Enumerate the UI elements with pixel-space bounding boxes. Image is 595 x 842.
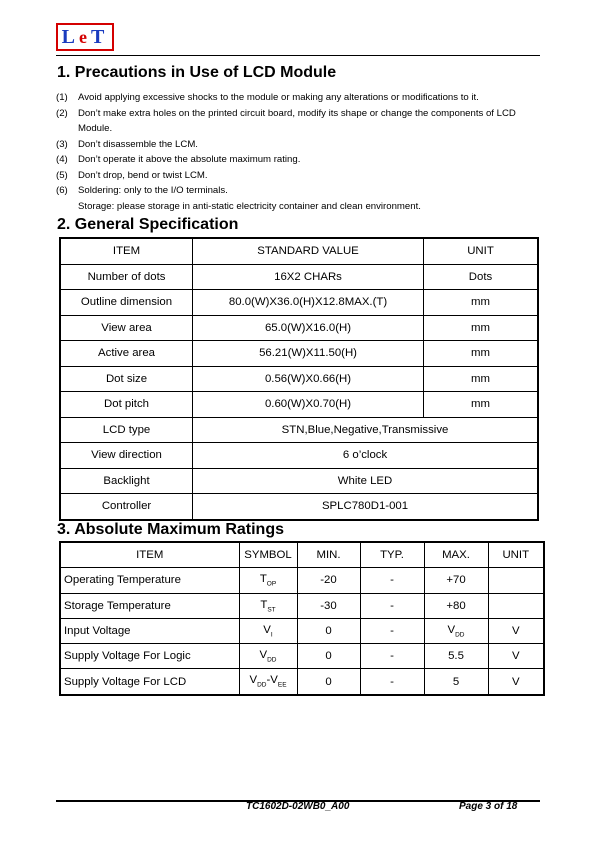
rating-item: Supply Voltage For Logic: [60, 644, 239, 669]
header-item: ITEM: [60, 542, 239, 568]
spec-item: Dot size: [60, 366, 193, 392]
rating-item: Storage Temperature: [60, 593, 239, 618]
rating-symbol: [239, 593, 297, 618]
precaution-item: [56, 199, 546, 215]
symbol-main: V: [259, 649, 268, 662]
table-row: [60, 669, 544, 695]
table-row: [60, 593, 544, 618]
spec-item: LCD type: [60, 417, 193, 443]
table-row: [60, 443, 538, 469]
section-heading-precautions: 1. Precautions in Use of LCD Module: [57, 64, 337, 81]
item-number: [56, 199, 78, 215]
max-subscript: DD: [455, 631, 465, 639]
table-row: [60, 568, 544, 593]
table-row: [60, 468, 538, 494]
table-header-row: [60, 542, 544, 568]
spec-value: 65.0(W)X16.0(H): [193, 315, 424, 341]
spec-item: View direction: [60, 443, 193, 469]
item-text: Soldering: only to the I/O terminals.: [78, 185, 228, 196]
rating-min: -30: [297, 593, 360, 618]
spec-unit: mm: [424, 366, 539, 392]
logo-letter-e: e: [79, 26, 91, 47]
rating-max: +70: [424, 568, 488, 593]
general-spec-table: [59, 237, 539, 521]
header-standard-value: STANDARD VALUE: [193, 238, 424, 264]
symbol-main: T: [260, 598, 268, 611]
logo-letter-l: L: [61, 25, 79, 48]
precaution-item: [56, 106, 546, 137]
rating-symbol: [239, 669, 297, 695]
rating-unit: V: [488, 669, 544, 695]
spec-item: View area: [60, 315, 193, 341]
table-row: [60, 644, 544, 669]
item-text: Don’t drop, bend or twist LCM.: [78, 169, 208, 181]
spec-item: Dot pitch: [60, 392, 193, 418]
spec-value: STN,Blue,Negative,Transmissive: [193, 417, 538, 443]
rating-max: [424, 618, 488, 643]
section-heading-max-ratings: 3. Absolute Maximum Ratings: [57, 521, 284, 538]
table-row: [60, 618, 544, 643]
header-max: MAX.: [424, 542, 488, 568]
spec-value: 56.21(W)X11.50(H): [193, 341, 424, 367]
symbol-subscript: DD: [257, 681, 267, 689]
rating-min: 0: [297, 669, 360, 695]
table-row: [60, 264, 538, 290]
item-number: (2): [56, 107, 68, 119]
symbol-main: V: [263, 623, 271, 636]
symbol-subscript: ST: [267, 605, 276, 613]
rating-unit: [488, 593, 544, 618]
spec-unit: mm: [424, 315, 539, 341]
precaution-item: [56, 168, 546, 184]
header-unit: UNIT: [488, 542, 544, 568]
rating-item: Operating Temperature: [60, 568, 239, 593]
spec-value: White LED: [193, 468, 538, 494]
item-number: (6): [56, 185, 68, 196]
spec-value: 6 o’clock: [193, 443, 538, 469]
max-ratings-table: [59, 541, 545, 696]
spec-unit: Dots: [424, 264, 539, 290]
item-number: (3): [56, 138, 68, 150]
rating-max: 5: [424, 669, 488, 695]
rating-min: 0: [297, 618, 360, 643]
rating-unit: V: [488, 644, 544, 669]
spec-item: Outline dimension: [60, 290, 193, 316]
rating-symbol: [239, 644, 297, 669]
rating-typ: -: [360, 593, 424, 618]
header-unit: UNIT: [424, 238, 539, 264]
spec-value: 16X2 CHARs: [193, 264, 424, 290]
spec-item: Number of dots: [60, 264, 193, 290]
item-text: Don’t disassemble the LCM.: [78, 138, 198, 150]
symbol-subscript: I: [270, 631, 273, 639]
precaution-item: [56, 183, 546, 199]
item-number: (1): [56, 92, 68, 103]
max-main: V: [447, 623, 456, 636]
rating-min: -20: [297, 568, 360, 593]
logo-letter-t: T: [91, 25, 109, 48]
rating-typ: -: [360, 568, 424, 593]
header-divider: [56, 55, 540, 56]
item-text: Don’t make extra holes on the printed circuit board, modify its shape or change the components of LCD Module.: [78, 107, 516, 134]
symbol-main: T: [259, 573, 267, 586]
rating-max: 5.5: [424, 644, 488, 669]
symbol-subscript: OP: [266, 580, 277, 588]
rating-typ: -: [360, 644, 424, 669]
rating-item: Supply Voltage For LCD: [60, 669, 239, 695]
spec-value: 0.60(W)X0.70(H): [193, 392, 424, 418]
spec-value: 80.0(W)X36.0(H)X12.8MAX.(T): [193, 290, 424, 316]
table-row: [60, 494, 538, 520]
spec-value: 0.56(W)X0.66(H): [193, 366, 424, 392]
rating-typ: -: [360, 618, 424, 643]
rating-item: Input Voltage: [60, 618, 239, 643]
rating-symbol: [239, 618, 297, 643]
spec-item: Controller: [60, 494, 193, 520]
spec-item: Backlight: [60, 468, 193, 494]
item-number: (4): [56, 154, 68, 165]
table-header-row: [60, 238, 538, 264]
symbol-mid: -V: [266, 674, 278, 687]
rating-unit: V: [488, 618, 544, 643]
table-row: [60, 315, 538, 341]
spec-unit: mm: [424, 392, 539, 418]
company-logo: [56, 23, 114, 51]
precautions-list: [56, 90, 546, 214]
table-row: [60, 341, 538, 367]
rating-min: 0: [297, 644, 360, 669]
footer-page-number: Page 3 of 18: [459, 801, 518, 812]
item-number: (5): [56, 169, 68, 181]
item-text: Avoid applying excessive shocks to the module or making any alterations or modifications to it.: [78, 92, 479, 103]
header-symbol: SYMBOL: [239, 542, 297, 568]
precaution-item: [56, 152, 546, 168]
header-item: ITEM: [60, 238, 193, 264]
footer-document-id: TC1602D-02WB0_A00: [246, 801, 350, 812]
rating-typ: -: [360, 669, 424, 695]
rating-unit: [488, 568, 544, 593]
symbol-main: V: [249, 674, 258, 687]
table-row: [60, 366, 538, 392]
table-row: [60, 392, 538, 418]
rating-max: +80: [424, 593, 488, 618]
item-text: Storage: please storage in anti-static electricity container and clean environment.: [78, 200, 421, 212]
table-row: [60, 417, 538, 443]
spec-unit: mm: [424, 341, 539, 367]
symbol-subscript-2: EE: [277, 681, 287, 689]
rating-symbol: [239, 568, 297, 593]
header-min: MIN.: [297, 542, 360, 568]
symbol-subscript: DD: [267, 656, 277, 664]
spec-item: Active area: [60, 341, 193, 367]
spec-unit: mm: [424, 290, 539, 316]
header-typ: TYP.: [360, 542, 424, 568]
table-row: [60, 290, 538, 316]
section-heading-general-spec: 2. General Specification: [57, 216, 239, 233]
spec-value: SPLC780D1-001: [193, 494, 538, 520]
precaution-item: [56, 90, 546, 106]
precaution-item: [56, 137, 546, 153]
item-text: Don’t operate it above the absolute maximum rating.: [78, 154, 301, 165]
